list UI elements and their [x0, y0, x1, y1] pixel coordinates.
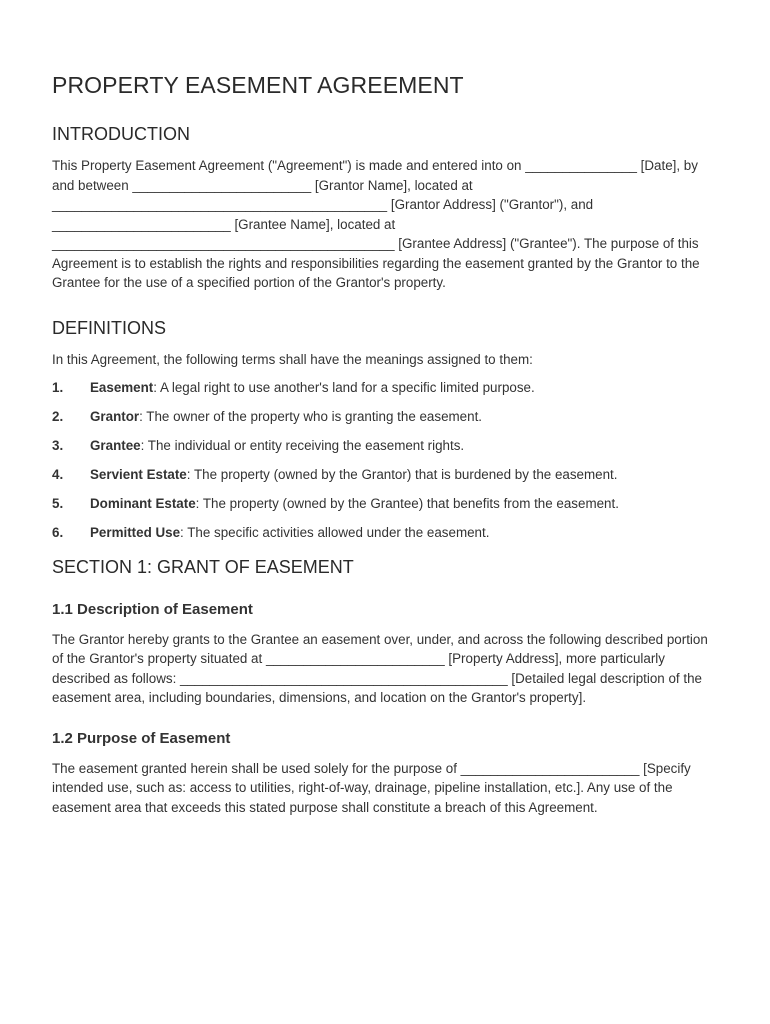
definition-text: : The property (owned by the Grantee) that benefits from the easement. [195, 496, 619, 512]
definition-text: : The owner of the property who is granting the easement. [139, 409, 483, 425]
definition-number: 2. [52, 409, 64, 425]
definition-term: Servient Estate [90, 467, 187, 483]
definition-text: : The individual or entity receiving the easement rights. [140, 438, 465, 454]
definitions-lead: In this Agreement, the following terms shall have the meanings assigned to them: [52, 351, 533, 367]
subsection-1-2-heading: 1.2 Purpose of Easement [52, 729, 231, 747]
definition-number: 5. [52, 496, 64, 512]
definition-content [90, 494, 619, 514]
definition-term: Easement [90, 380, 154, 395]
definition-number: 3. [52, 438, 64, 454]
introduction-heading: INTRODUCTION [52, 124, 190, 144]
definition-content [90, 465, 618, 485]
introduction-paragraph: This Property Easement Agreement ("Agreement") is made and entered into on _______________ [Date], by and between ________________________ [Grantor Name], located at _____________________________________________ [Grantor Address] ("Grantor"), and ________________________ [Grantee Name], located at ______________________________________________ [Grantee Address] ("Grantee"). The purpose of this Agreement is to establish the rights and responsibilities regarding the easement granted by the Grantor to the Grantee for the use of a specified portion of the Grantor's property. [52, 158, 700, 290]
subsection-1-1-paragraph: The Grantor hereby grants to the Grantee an easement over, under, and across the following described portion of the Grantor's property situated at ________________________ [Property Address], more particularly described as follows: ____________________________________________ [Detailed legal description of the easement area, including boundaries, dimensions, and location on the Grantor's property]. [52, 631, 708, 706]
definitions-heading: DEFINITIONS [52, 317, 167, 338]
definition-content [90, 378, 535, 398]
definition-term: Grantee [90, 438, 141, 454]
definition-content [90, 407, 482, 427]
definition-item [52, 523, 720, 543]
definition-text: : The property (owned by the Grantor) that is burdened by the easement. [186, 467, 618, 483]
subsection-1-1-heading: 1.1 Description of Easement [52, 600, 253, 618]
definition-number: 6. [52, 525, 64, 541]
definition-number: 1. [52, 380, 64, 395]
section1-heading: SECTION 1: GRANT OF EASEMENT [52, 556, 354, 577]
definition-term: Grantor [90, 409, 140, 425]
definition-item [52, 494, 720, 514]
definition-item [52, 407, 720, 427]
definition-item [52, 436, 720, 456]
definitions-list [52, 378, 720, 543]
definition-content [90, 436, 464, 456]
document-title: PROPERTY EASEMENT AGREEMENT [52, 72, 464, 98]
definition-term: Dominant Estate [90, 496, 196, 512]
definition-term: Permitted Use [90, 525, 181, 541]
subsection-1-2-paragraph: The easement granted herein shall be used solely for the purpose of ________________________ [Specify intended use, such as: access to utilities, right-of-way, drainage, pipeline installation, etc.]. Any use of the easement area that exceeds this stated purpose shall constitute a breach of this Agreement. [52, 760, 691, 815]
definition-text: : A legal right to use another's land for a specific limited purpose. [153, 380, 535, 395]
definition-text: : The specific activities allowed under the easement. [180, 525, 490, 541]
definition-item [52, 378, 720, 398]
definition-number: 4. [52, 467, 64, 483]
definition-content [90, 523, 489, 543]
document-body [52, 70, 720, 817]
definition-item [52, 465, 720, 485]
